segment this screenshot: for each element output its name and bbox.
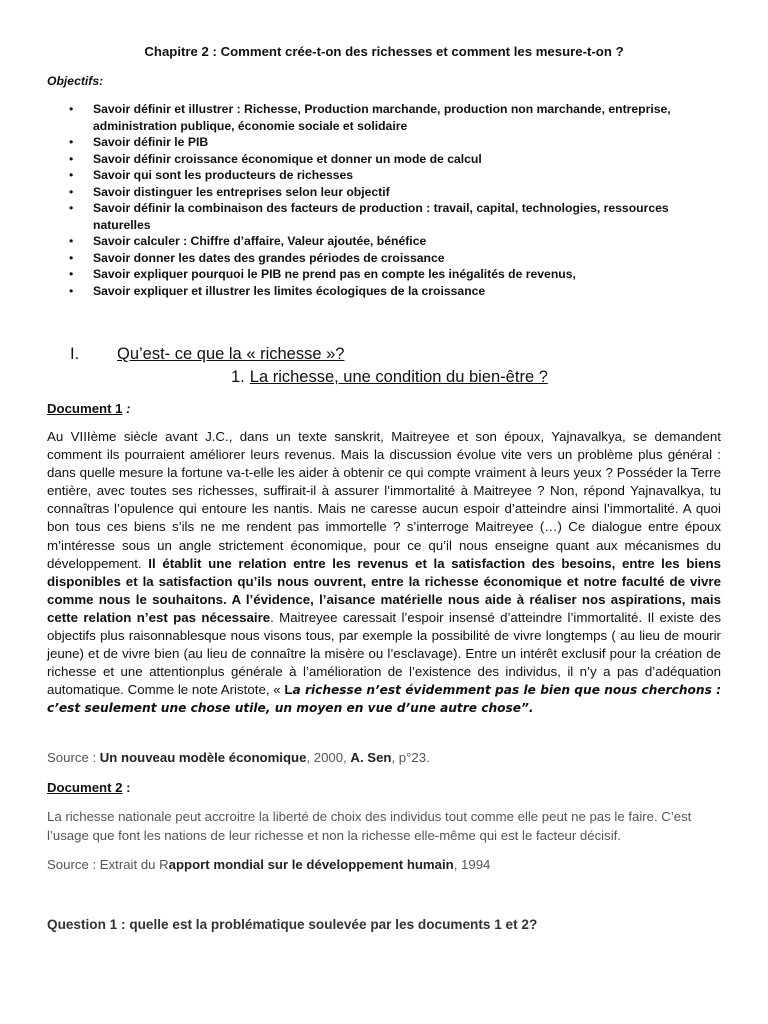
subsection-heading bbox=[231, 368, 548, 387]
bullet-icon: • bbox=[69, 151, 74, 166]
chapter-title: Chapitre 2 : Comment crée-t-on des richesses et comment les mesure-t-on ? bbox=[144, 44, 624, 59]
aristotle-quote: a richesse n’est évidemment pas le bien que nous cherchons : c’est seulement une chose utile, un moyen en vue d’une autre chose”. bbox=[47, 683, 721, 716]
subsection-title: La richesse, une condition du bien-être ? bbox=[249, 368, 548, 386]
bullet-icon: • bbox=[69, 234, 74, 248]
objective-item: • Savoir distinguer les entreprises selon leur objectif bbox=[69, 184, 390, 199]
bullet-icon: • bbox=[69, 250, 74, 265]
bullet-icon: • bbox=[69, 201, 74, 215]
document-1-source: Source : Un nouveau modèle économique, 2000, A. Sen, p°23. bbox=[47, 750, 430, 765]
section-number: I. bbox=[70, 345, 80, 363]
bullet-icon: • bbox=[69, 283, 74, 298]
document-1-label: Document 1 : bbox=[47, 401, 131, 416]
objectives-list bbox=[47, 101, 725, 299]
objective-item: • Savoir expliquer pourquoi le PIB ne prend pas en compte les inégalités de revenus, bbox=[69, 267, 576, 281]
objectives-label: Objectifs: bbox=[47, 74, 104, 88]
bullet-icon: • bbox=[69, 168, 74, 182]
bullet-icon: • bbox=[69, 267, 74, 281]
document-2-label: Document 2 : bbox=[47, 780, 131, 795]
objective-item: • Savoir définir le PIB bbox=[69, 135, 209, 149]
bullet-icon: • bbox=[69, 184, 74, 199]
objective-item: • Savoir définir croissance économique et donner un mode de calcul bbox=[69, 151, 482, 166]
objective-item: • Savoir donner les dates des grandes périodes de croissance bbox=[69, 250, 445, 265]
objective-item: • Savoir définir et illustrer : Richesse, Production marchande, production non marchande, entreprise, administration publique, économie sociale et solidaire bbox=[69, 102, 671, 133]
bullet-icon: • bbox=[69, 135, 74, 149]
objective-item: • Savoir calculer : Chiffre d’affaire, Valeur ajoutée, bénéfice bbox=[69, 234, 427, 248]
section-title: Qu’est- ce que la « richesse »? bbox=[117, 345, 345, 363]
document-1-text: Au VIIIème siècle avant J.C., dans un texte sanskrit, Maitreyee et son époux, Yajnavalkya, se demandent comment ils pourraient améliorer leurs revenus. Mais la discussion évolue vite vers un problème plus général : dans quelle mesure la fortune va-t-elle les aider à obtenir ce qui compte vraiment à leurs yeux ? Posséder la Terre entière, avec toutes ses richesses, suffirait-il à assurer l’immortalité à Maitreyee ? Non, répond Yajnavalkya, tu connaîtras l’opulence qui entoure les nantis. Mais ne caresse aucun espoir d’atteindre ainsi l’immortalité. A quoi bon tous ces biens s’ils ne me rendent pas immortelle ? s’interroge Maitreyee (…) Ce dialogue entre époux m’intéresse sous un angle strictement économique, pour ce qu’il nous enseigne quant aux mécanismes du développement. Il établit une relation entre les revenus et la satisfaction des besoins, entre les biens disponibles et la satisfaction qu’ils nous ouvrent, entre la richesse économique et notre faculté de vivre comme nous le souhaitons. A l’évidence, l’aisance matérielle nous aide à réaliser nos aspirations, mais cette relation n’est pas nécessaire. Maitreyee caressait l’espoir insensé d’atteindre l’immortalité. Il existe des objectifs plus raisonnablesque nous visons tous, par exemple la possibilité de vivre longtemps ( au lieu de mourir jeune) et de vivre bien (au lieu de connaître la misère ou l’esclavage). Entre un intérêt exclusif pour la création de richesse et une attentionplus générale à l’amélioration de l’existence des individus, il n’y a pas d’adéquation automatique. Comme le note Aristote, « La richesse n’est évidemment pas le bien que nous cherchons : c’est seulement une chose utile, un moyen en vue d’une autre chose”. bbox=[47, 429, 721, 716]
subsection-number: 1. bbox=[231, 368, 245, 386]
bullet-icon: • bbox=[69, 102, 74, 116]
document-2-text: La richesse nationale peut accroitre la liberté de choix des individus tout comme elle peut ne pas le faire. C’est l’usage que font les nations de leur richesse et non la richesse elle-même qui est le facteur décisif. bbox=[47, 809, 692, 843]
document-2-source: Source : Extrait du Rapport mondial sur le développement humain, 1994 bbox=[47, 857, 491, 872]
objective-item: • Savoir expliquer et illustrer les limites écologiques de la croissance bbox=[69, 283, 486, 298]
objective-item: • Savoir qui sont les producteurs de richesses bbox=[69, 168, 354, 182]
question-1: Question 1 : quelle est la problématique soulevée par les documents 1 et 2? bbox=[47, 917, 538, 932]
objective-item: • Savoir définir la combinaison des facteurs de production : travail, capital, technologies, ressources naturelles bbox=[69, 201, 669, 232]
